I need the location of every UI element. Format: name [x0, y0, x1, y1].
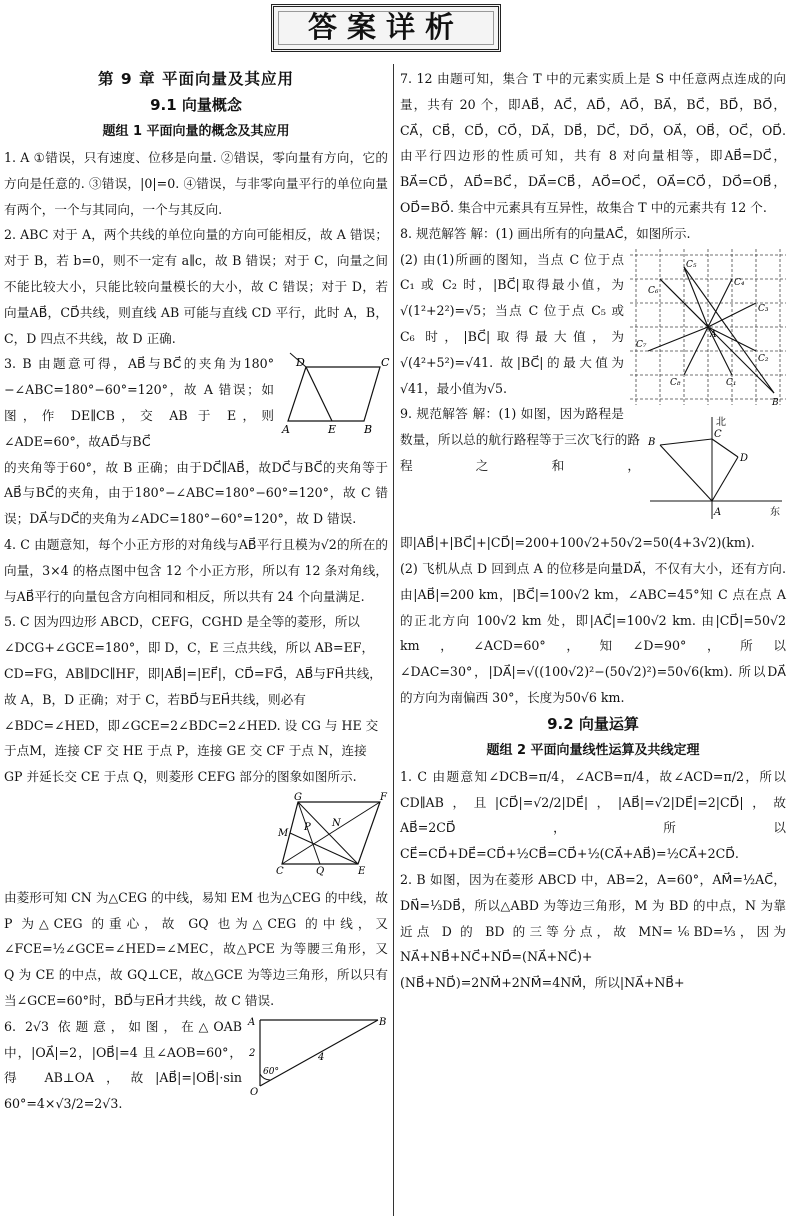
answer-2: 2. ABC 对于 A，两个共线的单位向量的方向可能相反，故 A 错误；对于 B，若 b=0，则不一定有 a∥c，故 B 错误；对于 C，向量之间不能比较大小，只能比较向量模长的大小，故 C 错误；对于 D，若向量AB⃗，CD⃗共线，则直线 AB 可能与直线 CD 平行，此时 A，B，C，D 四点不共线，故 D 正确.	[4, 227, 388, 346]
answer-1: 1. A ①错误，只有速度、位移是向量. ②错误，零向量有方向，它的方向是任意的. ③错误，|0|=0. ④错误，与非零向量平行的单位向量有两个，一个与其同向，一个与其反向.	[4, 150, 388, 217]
figure-q8	[630, 249, 786, 414]
answer-8b: (2) 由(1)所画的图知，当点 C 位于点 C₁ 或 C₂ 时，|BC⃗|取得最小值，为 √(1²+2²)=√5；当点 C 位于点 C₅ 或 C₆ 时，|BC⃗|取得最大值，为 √(4²+5²)=√41. 故|BC⃗|的最大值为√41，最小值为√5.	[400, 251, 624, 396]
answer-9a: 9. 规范解答 解：(1) 如图，因为路程是数量，所以总的航行路程等于三次飞行的路程之和，即|AB⃗|+|BC⃗|+|CD⃗|=200+100√2+50√2=50(4+3√2)(km).	[400, 406, 755, 551]
q8-label-c8: C₈	[670, 377, 681, 388]
q6-label-a: A	[248, 1016, 256, 1028]
answer-3a: 3. B 由题意可得，AB⃗与BC⃗的夹角为180°−∠ABC=180°−60°=120°，故 A 错误；如图，作 DE∥CB，交 AB 于 E，则∠ADE=60°，故AD⃗与BC⃗	[4, 356, 274, 449]
chapter-heading: 第 9 章 平面向量及其应用	[98, 70, 294, 88]
q3-label-b: B	[364, 423, 373, 437]
group-heading: 题组 1 平面向量的概念及其应用	[102, 124, 290, 139]
answer-3b: 的夹角等于60°，故 B 正确；由于DC⃗∥AB⃗，故DC⃗与BC⃗的夹角等于AB⃗与BC⃗的夹角，由于180°−∠ABC=180°−60°=120°，故 C 错误；DA⃗与DC⃗的夹角为∠ADC=180°−60°=120°，故 D 错误.	[4, 459, 388, 527]
q9-label-d: D	[740, 453, 749, 465]
q3-label-a: A	[282, 423, 290, 437]
section-heading-2: 9.2 向量运算	[547, 714, 639, 733]
q5-label-q: Q	[316, 865, 325, 877]
q6-label-side4: 4	[318, 1051, 325, 1063]
figure-q6	[248, 1016, 388, 1105]
q6-label-side2: 2	[249, 1047, 256, 1059]
section-heading: 9.1 向量概念	[150, 96, 242, 114]
answer-4: 4. C 由题意知，每个小正方形的对角线与AB⃗平行且模为√2的所在的向量，3×4 的格点图中包含 12 个小正方形，所以有 12 条对角线，与AB⃗平行的向量包含方向相同和相反，所以共有 24 个向量满足.	[4, 536, 388, 604]
q8-label-c5: C₅	[686, 259, 697, 270]
q5-label-f: F	[380, 791, 387, 803]
answer-5a: 5. C 因为四边形 ABCD，CEFG，CGHD 是全等的菱形，所以∠DCG+∠GCE=180°，即 D，C，E 三点共线，所以 AB=EF，CD=FG，AB∥DC∥HF，即|AB⃗|=|EF⃗|，CD⃗=FG⃗，AB⃗与FH⃗共线，故 A，B，D 正确；对于 C，若BD⃗与EH⃗共线，则必有∠BDC=∠HED，即∠GCE=2∠BDC=2∠HED. 设 CG 与 HE 交于点M，连接 CF 交 HE 于点 P，连接 GE 交 CF 于点 N，连接 GP 并延长交 CE 于点 Q，则菱形 CEFG 部分的图象如图所示.	[4, 614, 382, 785]
q8-label-b: B	[772, 397, 779, 408]
q8-label-c1: C₁	[726, 377, 737, 388]
q5-label-c: C	[276, 865, 284, 877]
left-column	[4, 66, 388, 1216]
answer-2-2: 2. B 如图，因为在菱形 ABCD 中，AB=2，A=60°，AM⃗=½AC⃗，DN⃗=⅓DB⃗，所以△ABD 为等边三角形，M 为 BD 的中点，N 为靠近点 D 的 BD 的三等分点，故 MN=⅙BD=⅓，因为NA⃗+NB⃗+NC⃗+ND⃗=(NA⃗+NC⃗)+(NB⃗+ND⃗)=2NM⃗+2NM⃗=4NM⃗，所以|NA⃗+NB⃗+	[400, 871, 786, 991]
answer-8a: 8. 规范解答 解：(1) 画出所有的向量AC⃗，如图所示.	[400, 225, 691, 241]
q8-label-c4: C₄	[734, 277, 745, 288]
figure-q5	[276, 792, 388, 885]
q6-label-angle: 60°	[263, 1066, 279, 1077]
answer-9b: (2) 飞机从点 D 回到点 A 的位移是向量DA⃗，不仅有大小，还有方向. 由|AB⃗|=200 km，|BC⃗|=100√2 km，∠ABC=45°知 C 点在点 A 的正北方向 100√2 km 处，即|AC⃗|=100√2 km. 由|CD⃗|=50√2 km，∠ACD=60°，知∠D=90°，所以∠DAC=30°，|DA⃗|=√((100√2)²−(50√2)²)=50√6(km). 所以DA⃗的方向为南偏西 30°，长度为50√6 km.	[400, 560, 786, 705]
q5-label-n: N	[332, 817, 341, 829]
answer-2-1: 1. C 由题意知∠DCB=π/4，∠ACB=π/4，故∠ACD=π/2，所以 CD∥AB，且|CD⃗|=√2/2|DE⃗|，|AB⃗|=√2|DE⃗|=2|CD⃗|，故AB⃗=2CD⃗，所以CE⃗=CD⃗+DE⃗=CD⃗+½CB⃗=CD⃗+½(CA⃗+AB⃗)=½CA⃗+2CD⃗.	[400, 768, 786, 862]
answer-5b: 由菱形可知 CN 为△CEG 的中线，易知 EM 也为△CEG 的中线，故 P 为△CEG 的重心，故 GQ 也为△CEG 的中线，又∠FCE=½∠GCE=∠HED=∠MEC，故△PCE 为等腰三角形，又 Q 为 CE 的中点，故 GQ⊥CE，故△GCE 为等边三角形，所以只有当∠GCE=60°时，BD⃗与EH⃗才共线，故 C 错误.	[4, 889, 388, 1008]
q5-label-m: M	[278, 827, 289, 839]
column-divider	[393, 64, 394, 1216]
q9-label-b: B	[648, 437, 656, 449]
group-heading-2: 题组 2 平面向量线性运算及共线定理	[486, 742, 700, 758]
answer-6: 6. 2√3 依题意，如图，在△OAB 中，|OA⃗|=2，|OB⃗|=4 且∠AOB=60°，得 AB⊥OA，故|AB⃗|=|OB⃗|·sin 60°=4×√3/2=2√3.	[4, 1018, 242, 1112]
q8-label-c2: C₂	[758, 353, 769, 364]
q3-label-d: D	[296, 356, 305, 370]
q9-label-a: A	[714, 507, 722, 519]
page-title: 答案详析	[307, 10, 464, 45]
q6-label-o: O	[250, 1086, 259, 1098]
q9-label-north: 北	[716, 417, 726, 429]
title-banner	[271, 4, 501, 52]
q8-label-c3: C₃	[758, 303, 769, 314]
figure-q9	[646, 415, 786, 530]
q3-label-c: C	[381, 356, 390, 370]
q5-label-e: E	[358, 865, 366, 877]
q3-label-e: E	[328, 423, 337, 437]
answer-7: 7. 12 由题可知，集合 T 中的元素实质上是 S 中任意两点连成的向量，共有 20 个，即AB⃗，AC⃗，AD⃗，AO⃗，BA⃗，BC⃗，BD⃗，BO⃗，CA⃗，CB⃗，CD⃗，CO⃗，DA⃗，DB⃗，DC⃗，DO⃗，OA⃗，OB⃗，OC⃗，OD⃗. 由平行四边形的性质可知，共有 8 对向量相等，即AB⃗=DC⃗，BA⃗=CD⃗，AD⃗=BC⃗，DA⃗=CB⃗，AO⃗=OC⃗，OA⃗=CO⃗，DO⃗=OB⃗，OD⃗=BO⃗. 集合中元素具有互异性，故集合 T 中的元素共有 12 个.	[400, 71, 786, 215]
right-column	[400, 66, 786, 1216]
q9-label-c: C	[714, 429, 722, 441]
q8-label-a: A	[710, 329, 717, 340]
q5-label-g: G	[294, 791, 302, 803]
q6-label-b: B	[379, 1016, 387, 1028]
q8-label-c7: C₇	[636, 339, 647, 350]
q5-label-p: P	[304, 821, 311, 833]
q9-label-east: 东	[770, 507, 780, 519]
figure-q3	[280, 353, 388, 446]
q8-label-c6: C₆	[648, 285, 659, 296]
